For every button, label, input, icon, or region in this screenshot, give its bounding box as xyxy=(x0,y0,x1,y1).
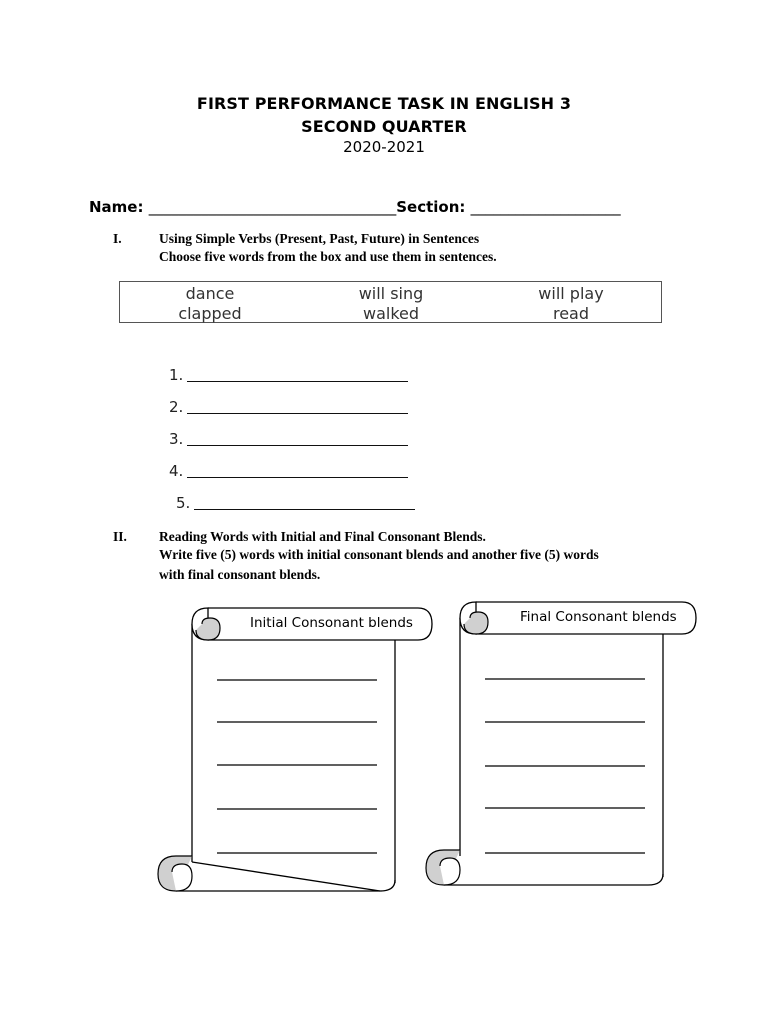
blank-line xyxy=(187,413,408,414)
word-walked: walked xyxy=(362,304,420,323)
part2-instruction-line1: Write five (5) words with initial consonant blends and another five (5) words xyxy=(159,547,599,562)
section-blank[interactable]: ____________________ xyxy=(470,198,621,216)
word-will-sing: will sing xyxy=(358,284,424,303)
school-year: 2020-2021 xyxy=(343,138,425,156)
item-number: 4. xyxy=(169,462,184,480)
initial-blends-scroll xyxy=(150,600,440,900)
answer-line-5[interactable] xyxy=(176,494,190,512)
word-read: read xyxy=(552,304,590,323)
item-number: 1. xyxy=(169,366,184,384)
part2-instruction-line2: with final consonant blends. xyxy=(159,567,321,582)
name-blank[interactable]: _________________________________ xyxy=(148,198,397,216)
item-number: 5. xyxy=(176,494,191,512)
item-number: 3. xyxy=(169,430,184,448)
word-will-play: will play xyxy=(538,284,604,303)
name-label: Name: xyxy=(89,198,144,216)
answer-line-2[interactable] xyxy=(169,398,183,416)
blank-line xyxy=(194,509,415,510)
word-box xyxy=(119,281,662,323)
part1-heading: Using Simple Verbs (Present, Past, Future) in Sentences xyxy=(159,231,480,246)
name-section-row xyxy=(89,198,621,216)
answer-line-3[interactable] xyxy=(169,430,183,448)
worksheet-subtitle: SECOND QUARTER xyxy=(301,117,467,136)
blank-line xyxy=(187,445,408,446)
blank-line xyxy=(187,381,408,382)
final-blends-title: Final Consonant blends xyxy=(520,609,677,625)
item-number: 2. xyxy=(169,398,184,416)
word-dance: dance xyxy=(185,284,235,303)
part2-heading: Reading Words with Initial and Final Consonant Blends. xyxy=(159,529,486,544)
part1-instruction: Choose five words from the box and use them in sentences. xyxy=(159,249,497,264)
word-clapped: clapped xyxy=(178,304,242,323)
part2-numeral: II. xyxy=(113,529,127,544)
section-label: Section: xyxy=(396,198,466,216)
final-blends-scroll xyxy=(418,594,708,894)
part1-numeral: I. xyxy=(113,231,122,246)
answer-line-4[interactable] xyxy=(169,462,183,480)
blank-line xyxy=(187,477,408,478)
answer-line-1[interactable] xyxy=(169,366,183,384)
initial-blends-title: Initial Consonant blends xyxy=(250,615,413,631)
worksheet-title: FIRST PERFORMANCE TASK IN ENGLISH 3 xyxy=(196,94,572,113)
